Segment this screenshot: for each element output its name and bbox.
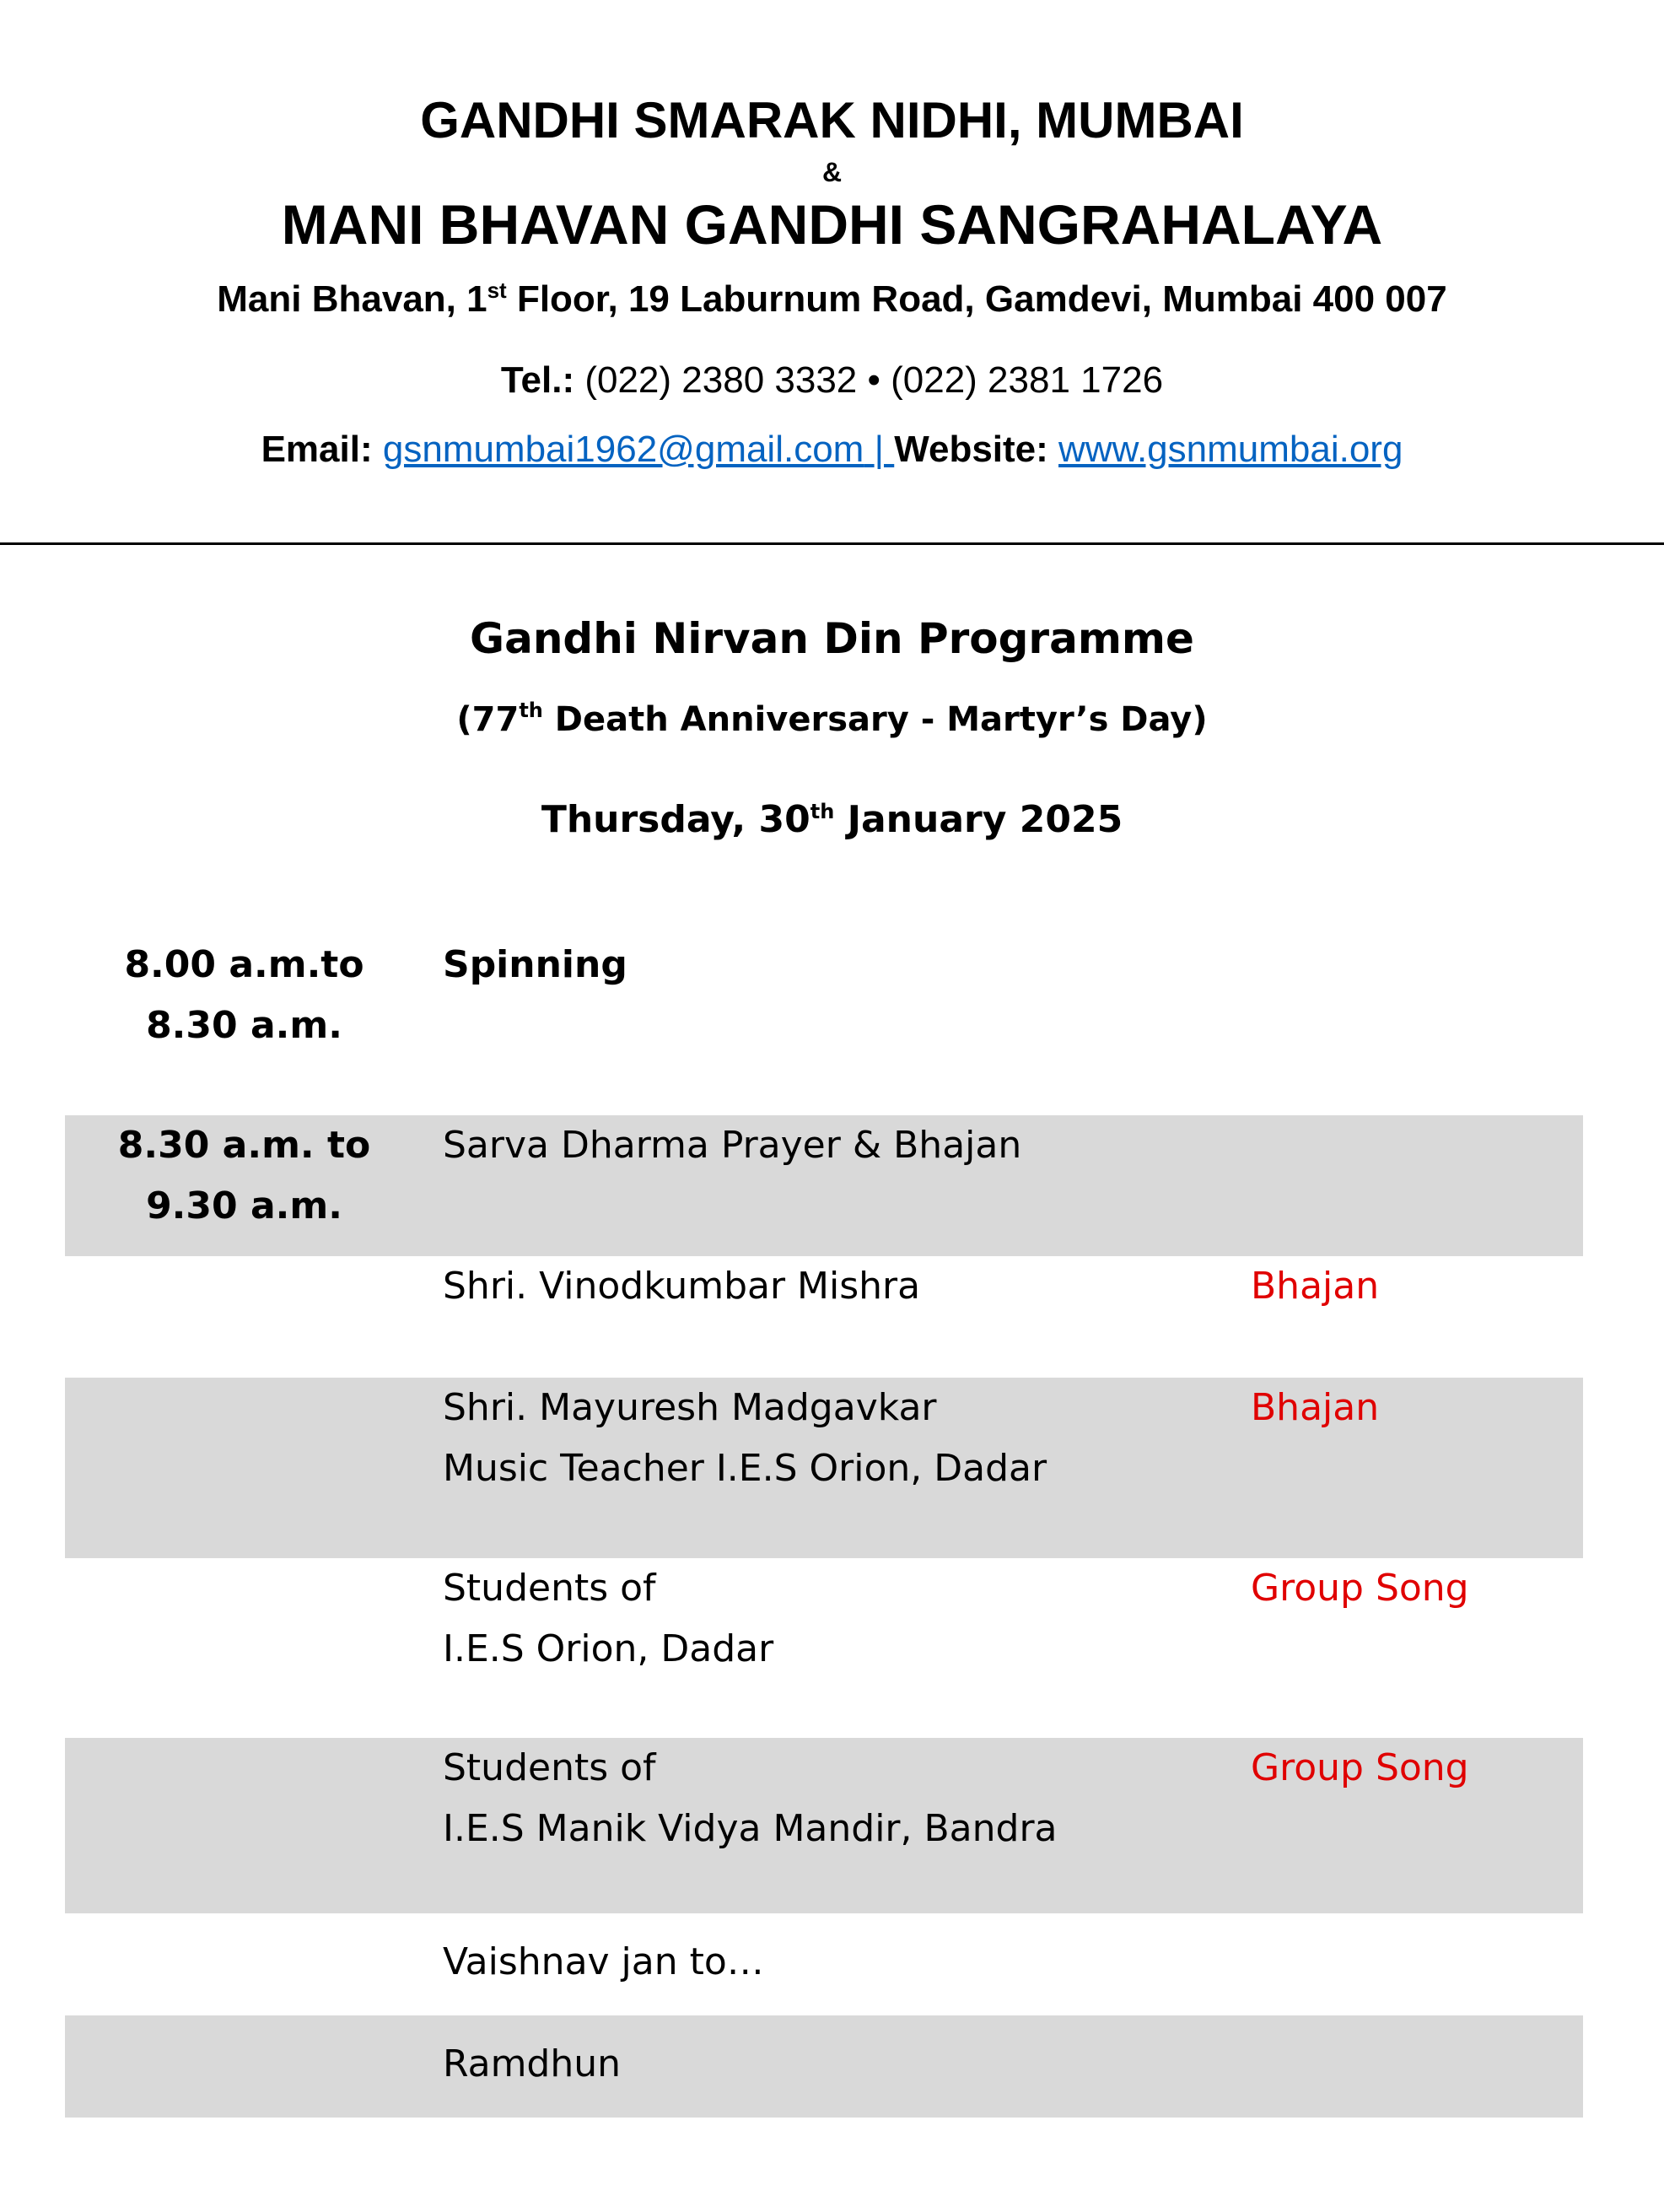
item-cell: Shri. Vinodkumbar Mishra (443, 1265, 921, 1308)
schedule-row (65, 1256, 1583, 1378)
address-ordinal: st (487, 278, 507, 303)
tel-label: Tel.: (500, 359, 575, 401)
address-part1: Mani Bhavan, 1 (217, 278, 487, 320)
website-label: Website: (894, 429, 1048, 470)
time-cell: 8.30 a.m. to 9.30 a.m. (117, 1124, 371, 1227)
schedule-row-spinning (65, 933, 1583, 1102)
email-link[interactable]: gsnmumbai1962@gmail.com (382, 429, 864, 470)
schedule-row (65, 1558, 1583, 1738)
schedule-row (65, 1738, 1583, 1913)
address-part2: Floor, 19 Laburnum Road, Gamdevi, Mumbai 400 007 (506, 278, 1447, 320)
schedule-row-prayer (65, 1115, 1583, 1256)
role-cell: Group Song (1251, 1746, 1469, 1789)
role-cell: Group Song (1251, 1567, 1469, 1610)
schedule-row (65, 1378, 1583, 1558)
schedule-row (65, 1913, 1583, 2015)
item-cell: Vaishnav jan to… (443, 1940, 764, 1983)
role-cell: Bhajan (1251, 1386, 1380, 1429)
item-cell: Sarva Dharma Prayer & Bhajan (443, 1124, 1022, 1167)
org-name: GANDHI SMARAK NIDHI, MUMBAI (420, 92, 1244, 148)
separator: | (874, 429, 885, 470)
address (0, 278, 1664, 321)
item-cell: Spinning (443, 943, 627, 986)
programme-subtitle: (77th Death Anniversary - Martyr’s Day) (456, 699, 1208, 739)
header-divider (0, 542, 1664, 545)
ampersand: & (821, 157, 843, 187)
museum-name: MANI BHAVAN GANDHI SANGRAHALAYA (281, 193, 1383, 256)
tel-numbers: (022) 2380 3332 • (022) 2381 1726 (574, 359, 1164, 401)
contact-line (0, 429, 1664, 471)
telephone-line (0, 359, 1664, 402)
schedule-row (65, 2015, 1583, 2118)
time-cell: 8.00 a.m.to 8.30 a.m. (124, 943, 364, 1047)
email-label: Email: (261, 429, 373, 470)
item-cell: Students of I.E.S Manik Vidya Mandir, Bandra (443, 1746, 1058, 1850)
item-cell: Shri. Mayuresh Madgavkar Music Teacher I.E.S Orion, Dadar (443, 1386, 1047, 1490)
role-cell: Bhajan (1251, 1265, 1380, 1308)
item-cell: Ramdhun (443, 2042, 622, 2085)
item-cell: Students of I.E.S Orion, Dadar (443, 1567, 774, 1670)
programme-date: Thursday, 30th January 2025 (541, 798, 1123, 841)
programme-title: Gandhi Nirvan Din Programme (470, 614, 1194, 663)
website-link[interactable]: www.gsnmumbai.org (1058, 429, 1403, 470)
